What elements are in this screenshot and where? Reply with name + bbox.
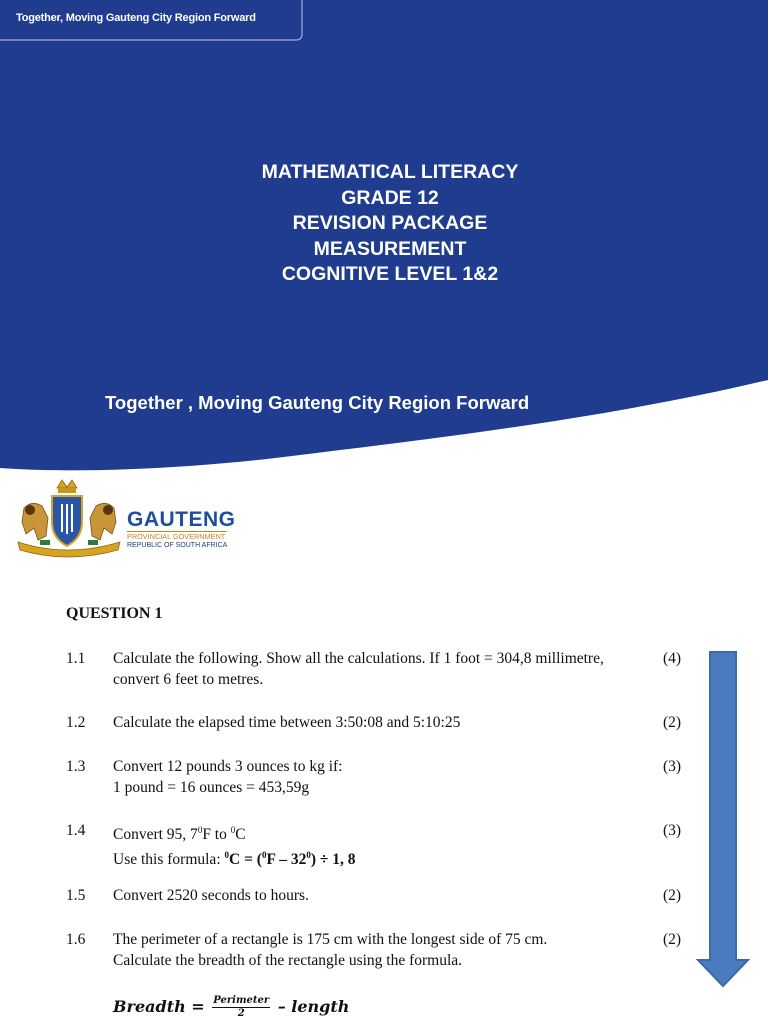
coat-of-arms-icon — [14, 478, 124, 560]
degree-sup: 0 — [230, 825, 236, 835]
question-text — [113, 648, 633, 690]
gauteng-subtitle: PROVINCIAL GOVERNMENT — [127, 532, 226, 541]
title-line: REVISION PACKAGE — [292, 212, 488, 234]
title-line: MEASUREMENT — [313, 237, 467, 260]
text-span: C — [235, 826, 246, 844]
formula-line — [113, 845, 633, 870]
document-title — [0, 160, 768, 288]
degree-sup: 0 — [224, 850, 229, 861]
formula-lhs: Breadth = — [113, 997, 205, 1016]
slogan: Together , Moving Gauteng City Region Forward — [105, 392, 530, 413]
tab-label: Together, Moving Gauteng City Region Forward — [16, 12, 256, 24]
text-span: F to — [202, 826, 231, 844]
question-marks: (2) — [663, 714, 682, 731]
formula-rhs: – length — [277, 997, 350, 1016]
question-number: 1.6 — [66, 931, 86, 948]
question-number: 1.5 — [66, 887, 86, 904]
question-marks: (3) — [663, 758, 682, 775]
gauteng-wordmark — [127, 509, 236, 550]
question-line: The perimeter of a rectangle is 175 cm with the longest side of 75 cm. — [113, 931, 548, 948]
question-text — [113, 820, 633, 870]
header-banner — [0, 0, 768, 480]
formula — [225, 851, 356, 868]
question-marks: (4) — [663, 650, 682, 667]
degree-sup: 0 — [261, 850, 267, 861]
question-title: QUESTION 1 — [66, 605, 163, 622]
question-text — [113, 712, 633, 733]
question-line: convert 6 feet to metres. — [113, 671, 264, 688]
title-line: GRADE 12 — [341, 186, 439, 209]
gauteng-name: GAUTENG — [127, 508, 236, 531]
question-marks: (3) — [663, 822, 682, 839]
question-number: 1.3 — [66, 758, 86, 775]
question-number: 1.4 — [66, 822, 86, 839]
question-marks: (2) — [663, 931, 682, 948]
question-text — [113, 929, 633, 971]
question-line: Calculate the following. Show all the calculations. If 1 foot = 304,8 millimetre, — [113, 650, 604, 667]
question-line: Calculate the breadth of the rectangle using the formula. — [113, 952, 463, 969]
formula-fraction — [212, 995, 270, 1020]
question-line: 1 pound = 16 ounces = 453,59g — [113, 779, 310, 796]
question-marks: (2) — [663, 887, 682, 904]
question-number: 1.1 — [66, 650, 86, 667]
breadth-formula — [113, 995, 349, 1020]
question-line — [113, 820, 633, 845]
title-line: COGNITIVE LEVEL 1&2 — [281, 263, 499, 285]
degree-sup: 0 — [197, 825, 203, 835]
question-number: 1.2 — [66, 714, 86, 731]
fraction-denominator: 2 — [237, 1008, 245, 1019]
question-text — [113, 885, 633, 906]
text-span: C = ( — [229, 851, 262, 869]
question-text — [113, 756, 633, 798]
gauteng-country: REPUBLIC OF SOUTH AFRICA — [127, 542, 228, 549]
question-line: Convert 2520 seconds to hours. — [113, 887, 309, 904]
text-span: Use this formula: — [113, 851, 225, 869]
title-line: MATHEMATICAL LITERACY — [261, 161, 519, 183]
text-span: ) ÷ 1, 8 — [310, 851, 356, 869]
question-line: Calculate the elapsed time between 3:50:08 and 5:10:25 — [113, 714, 461, 731]
fraction-numerator: Perimeter — [213, 995, 270, 1006]
text-span: F – 32 — [266, 851, 307, 869]
down-arrow-icon — [696, 650, 750, 988]
question-line: Convert 12 pounds 3 ounces to kg if: — [113, 758, 343, 775]
text-span: Convert 95, 7 — [113, 826, 198, 844]
degree-sup: 0 — [306, 850, 311, 861]
